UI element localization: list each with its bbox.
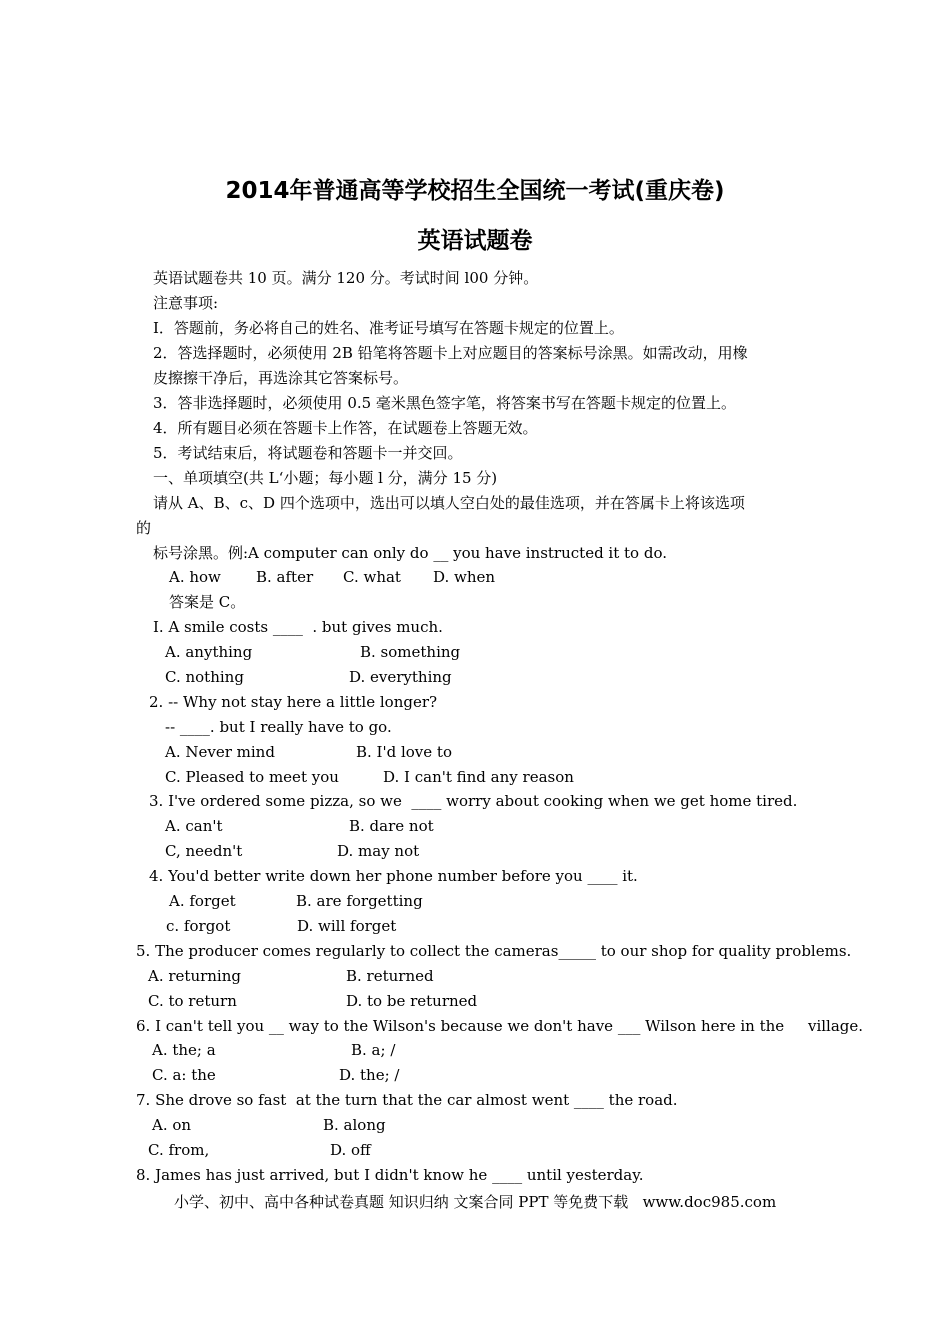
exam-title: 2014年普通高等学校招生全国统一考试(重庆卷) [225,178,725,204]
option: C. Pleased to meet you [165,768,339,786]
question-stem: 4. You'd better write down her phone number before you ____ it. [149,867,638,885]
option: B. I'd love to [356,743,452,761]
question-stem: 3. I've ordered some pizza, so we ____ worry about cooking when we get home tired. [149,792,798,810]
example-answer: 答案是 C。 [169,593,246,611]
question-stem-reply: -- ____. but I really have to go. [165,718,392,736]
example-option: A. how [169,568,221,586]
example-option: C. what [343,568,401,586]
option: A. anything [165,643,253,661]
option: c. forgot [166,917,231,935]
question-stem: 2. -- Why not stay here a little longer? [149,693,438,711]
exam-subtitle: 英语试题卷 [417,228,533,254]
question-stem: I. A smile costs ____ . but gives much. [153,618,443,636]
question-stem: 5. The producer comes regularly to collect the cameras_____ to our shop for quality problems. [136,942,852,960]
option: D. may not [337,842,420,860]
option: C, needn't [165,842,243,860]
note-item: 4．所有题目必须在答题卡上作答，在试题卷上答题无效。 [153,419,538,437]
question-stem: 7. She drove so fast at the turn that the car almost went ____ the road. [136,1091,678,1109]
note-item: 3．答非选择题时，必须使用 0.5 毫米黑色签字笔，将答案书写在答题卡规定的位置上。 [153,394,736,412]
example-option: D. when [433,568,496,586]
option: D. off [330,1141,371,1159]
note-item: 5．考试结束后，将试题卷和答题卡一并交回。 [153,444,463,462]
notes-heading: 注意事项: [153,294,219,312]
option: D. will forget [297,917,397,935]
note-item: 2．答选择题时，必须使用 2B 铅笔将答题卡上对应题目的答案标号涂黑。如需改动，用橡 [153,344,748,362]
option: B. returned [346,967,434,985]
option: A. on [152,1116,192,1134]
note-item: I．答题前，务必将自己的姓名、准考证号填写在答题卡规定的位置上。 [153,319,624,337]
example-option: B. after [256,568,314,586]
option: A. Never mind [165,743,275,761]
option: D. everything [349,668,452,686]
option: C. nothing [165,668,244,686]
option: B. a; / [351,1041,396,1059]
note-item: 皮擦擦干净后，再选涂其它答案标号。 [153,369,409,387]
option: B. are forgetting [296,892,423,910]
option: B. dare not [349,817,434,835]
instruction-line: 的 [136,519,152,537]
option: D. to be returned [346,992,478,1010]
option: D. I can't find any reason [383,768,574,786]
option: B. something [360,643,461,661]
question-stem: 8. James has just arrived, but I didn't know he ____ until yesterday. [136,1166,644,1184]
option: A. returning [148,967,241,985]
option: A. can't [165,817,223,835]
option: C. from, [148,1141,210,1159]
option: A. the; a [152,1041,216,1059]
question-stem: 6. I can't tell you __ way to the Wilson's because we don't have ___ Wilson here in the village. [136,1017,864,1035]
instruction-line: 请从 A、B、c、D 四个选项中，选出可以填人空白处的最佳选项，并在答属卡上将该选项 [153,494,745,512]
option: A. forget [169,892,236,910]
option: C. to return [148,992,237,1010]
option: B. along [323,1116,386,1134]
page-footer: 小学、初中、高中各种试卷真题 知识归纳 文案合同 PPT 等免费下载 www.doc985.com [174,1193,777,1211]
option: C. a: the [152,1066,216,1084]
intro-text: 英语试题卷共 10 页。满分 120 分。考试时间 l00 分钟。 [153,269,539,287]
option: D. the; / [339,1066,400,1084]
section-heading: 一、单项填空(共 L‘小题；每小题 l 分，满分 15 分) [153,469,498,487]
instruction-line: 标号涂黑。例:A computer can only do __ you have instructed it to do. [153,544,667,562]
